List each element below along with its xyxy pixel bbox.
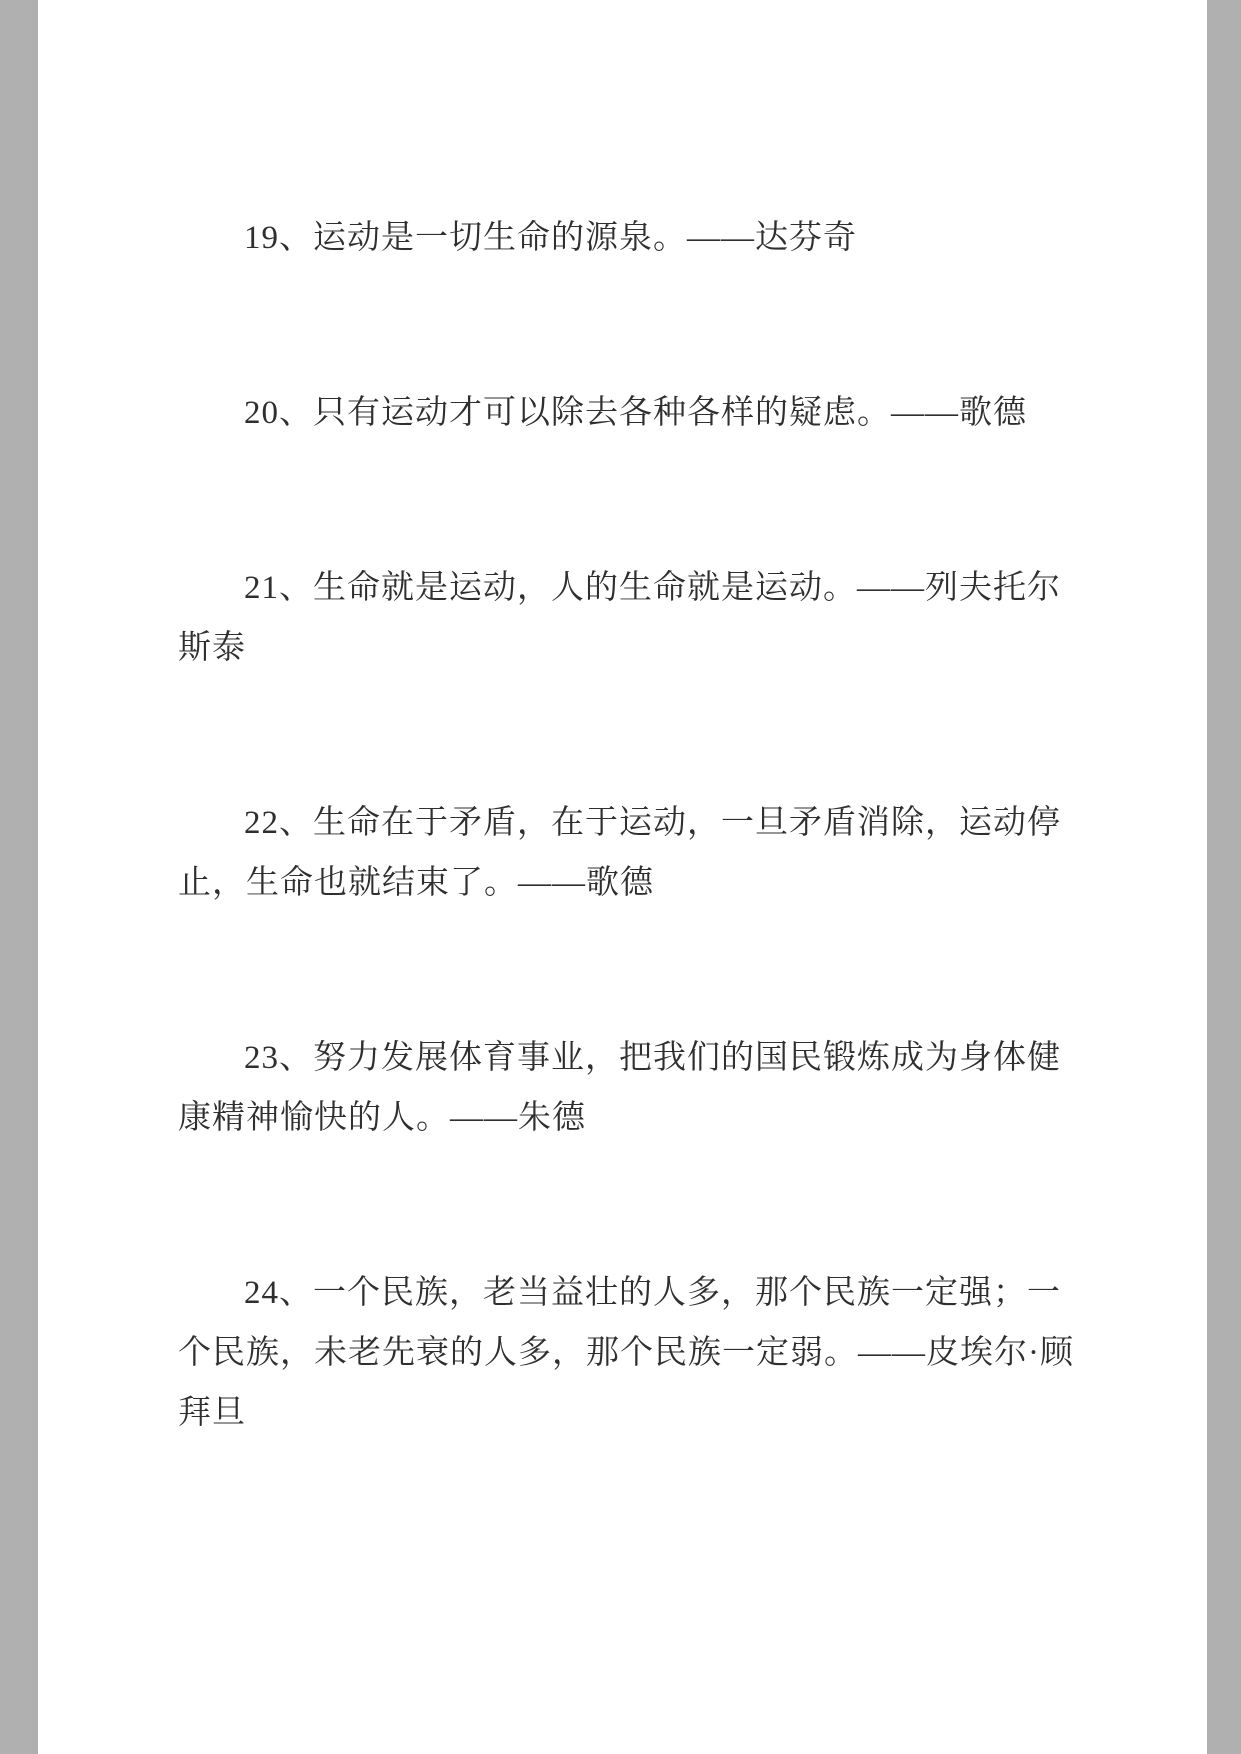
left-margin-strip <box>0 0 38 1754</box>
quote-paragraph: 21、生命就是运动，人的生命就是运动。——列夫托尔斯泰 <box>178 570 1061 666</box>
quote-paragraph: 20、只有运动才可以除去各种各样的疑虑。——歌德 <box>244 395 1027 431</box>
right-margin-strip <box>1207 0 1241 1754</box>
quote-paragraph: 24、一个民族，老当益壮的人多，那个民族一定强；一个民族，未老先衰的人多，那个民族一定弱。——皮埃尔·顾拜旦 <box>178 1275 1074 1431</box>
quote-paragraph: 22、生命在于矛盾，在于运动，一旦矛盾消除，运动停止，生命也就结束了。——歌德 <box>178 805 1061 901</box>
quotes-list <box>178 208 1080 1558</box>
quote-paragraph: 23、努力发展体育事业，把我们的国民锻炼成为身体健康精神愉快的人。——朱德 <box>178 1040 1061 1136</box>
quote-paragraph: 19、运动是一切生命的源泉。——达芬奇 <box>244 220 857 256</box>
